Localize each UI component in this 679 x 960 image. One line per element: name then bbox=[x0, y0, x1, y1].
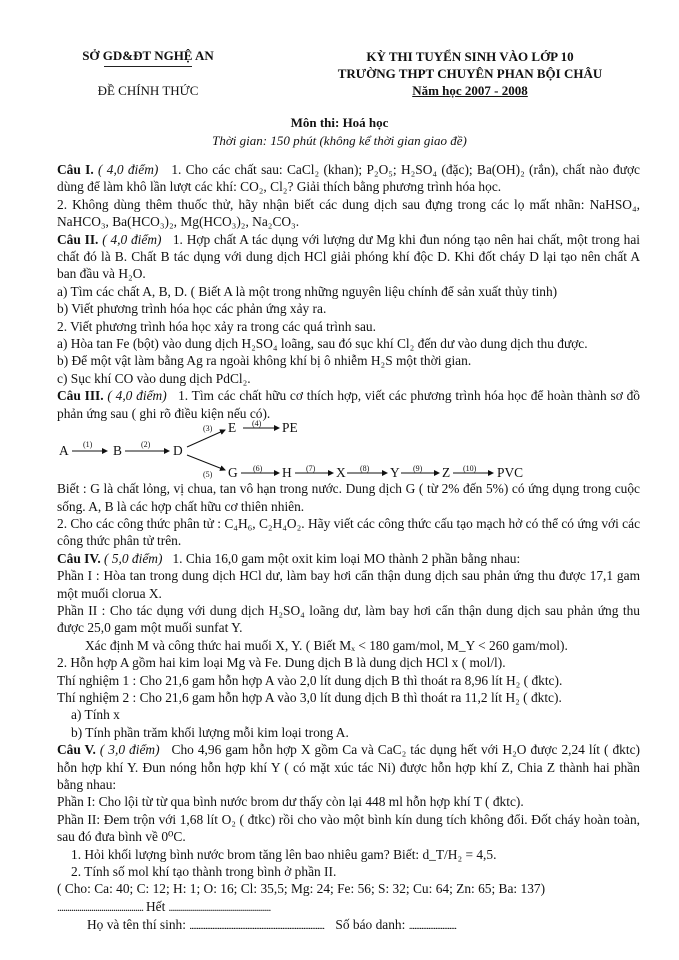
q5-sub1: 1. Hỏi khối lượng bình nước brom tăng lên bao nhiêu gam? Biết: d_T/H₂ = 4,5. bbox=[71, 846, 497, 862]
candidate-name-dots: ............................................................................. bbox=[189, 920, 325, 933]
subject-block bbox=[0, 114, 679, 150]
node-G: G bbox=[228, 465, 238, 481]
step-1: (1) bbox=[83, 440, 93, 450]
end-dots-left: ........................................... bbox=[57, 899, 143, 914]
header-divider bbox=[104, 66, 192, 67]
candidate-name-label: Họ và tên thí sinh: bbox=[87, 917, 186, 933]
step-4: (4) bbox=[252, 419, 262, 429]
q2-2c: c) Sục khí CO vào dung dịch PdCl₂. bbox=[57, 370, 251, 386]
q5-text1: Cho 4,96 gam hỗn hợp X gồm Ca và CaC₂ tác dụng hết với H₂O được 2,24 lít ( đktc) hỗn hợp khí Y. Đun nóng hỗn hợp khí Y ( có mặt xúc tác Ni) được hỗn hợp khí Z, Chia Z thành hai phần bằng nhau: bbox=[57, 742, 640, 792]
step-9: (9) bbox=[413, 464, 423, 474]
q2-part2: 2. Viết phương trình hóa học xảy ra trong các quá trình sau. bbox=[57, 318, 376, 334]
q4-part1 bbox=[57, 550, 640, 567]
node-E: E bbox=[228, 420, 237, 436]
q2-b: b) Viết phương trình hóa học các phản ứng xảy ra. bbox=[57, 301, 327, 317]
q4-portion2: Phần II : Cho tác dụng với dung dịch H₂SO₄ loãng dư, làm bay hơi cẩn thận dung dịch sau phản ứng thu được 25,0 gam một muối sunfat Y. bbox=[57, 602, 640, 636]
q2-label: Câu II. bbox=[57, 231, 99, 247]
q4-text1: 1. Chia 16,0 gam một oxit kim loại MO thành 2 phần bằng nhau: bbox=[172, 550, 521, 566]
node-A: A bbox=[59, 443, 69, 459]
q5-portion2: Phần II: Đem trộn với 1,68 lít O₂ ( đtkc) rồi cho vào một bình kín dung tích không đổi. Đốt cháy hoàn toàn, sau đó đưa bình về 0⁰C. bbox=[57, 811, 640, 845]
q5-portion1: Phần I: Cho lội từ từ qua bình nước brom dư thấy còn lại 448 ml hỗn hợp khí T ( đktc). bbox=[57, 794, 524, 810]
node-X: X bbox=[336, 465, 346, 481]
q2-a: a) Tìm các chất A, B, D. ( Biết A là một trong những nguyên liệu chính để sản xuất thủy tinh) bbox=[57, 283, 558, 299]
q1-label: Câu I. bbox=[57, 162, 94, 177]
q4-exp1: Thí nghiệm 1 : Cho 21,6 gam hỗn hợp A vào 2,0 lít dung dịch B thì thoát ra 8,96 lít H₂ ( đktc). bbox=[57, 672, 563, 688]
node-PVC: PVC bbox=[497, 465, 524, 481]
q4-find: Xác định M và công thức hai muối X, Y. ( Biết Mₓ < 180 gam/mol, M_Y < 260 gam/mol). bbox=[85, 637, 568, 653]
q3-points: ( 4,0 điểm) bbox=[107, 388, 167, 404]
candidate-line bbox=[57, 916, 640, 935]
step-2: (2) bbox=[141, 440, 151, 450]
q3-label: Câu III. bbox=[57, 388, 104, 404]
step-7: (7) bbox=[306, 464, 316, 474]
candidate-number-label: Số báo danh: bbox=[335, 917, 406, 933]
end-line bbox=[57, 898, 640, 916]
department-title: SỞ GD&ĐT NGHỆ AN bbox=[82, 48, 214, 63]
atomic-masses: ( Cho: Ca: 40; C: 12; H: 1; O: 16; Cl: 35,5; Mg: 24; Fe: 56; S: 32; Cu: 64; Zn: 65; Ba: 137) bbox=[57, 881, 546, 897]
q2-text1: 1. Hợp chất A tác dụng với lượng dư Mg khi đun nóng tạo nên hai chất, một trong hai chất đó là B. Chất B tác dụng với dung dịch HCl giải phóng khí độc D. Khi đốt cháy D lại tạo nên chất A ban đầu và H₂O. bbox=[57, 231, 640, 282]
exam-body bbox=[57, 161, 640, 936]
q3-part2: 2. Cho các công thức phân tử : C₄H₆, C₂H₄O₂. Hãy viết các công thức cấu tạo mạch hở có thể có ứng với các công thức phân tử trên. bbox=[57, 515, 641, 549]
node-PE: PE bbox=[282, 420, 298, 436]
q3-text1: 1. Tìm các chất hữu cơ thích hợp, viết các phương trình hóa học để hoàn thành sơ đồ phản ứng sau ( ghi rõ điều kiện nếu có). bbox=[57, 388, 640, 421]
step-8: (8) bbox=[360, 464, 370, 474]
q1-part2: 2. Không dùng thêm thuốc thử, hãy nhận biết các dung dịch sau đựng trong các lọ mất nhãn: NaHSO₄, NaHCO₃, Ba(HCO₃)₂, Mg(HCO₃)₂, Na₂CO₃. bbox=[57, 196, 640, 230]
header-left bbox=[58, 48, 238, 99]
q2-points: ( 4,0 điểm) bbox=[102, 231, 162, 247]
school-name: TRƯỜNG THPT CHUYÊN PHAN BỘI CHÂU bbox=[337, 66, 603, 81]
node-H: H bbox=[282, 465, 292, 481]
q3-note: Biết : G là chất lỏng, vị chua, tan vô hạn trong nước. Dung dịch G ( từ 2% đến 5%) có ứng dụng trong cuộc sống. A, B là các hợp chất hữu cơ thiên nhiên. bbox=[57, 481, 640, 514]
q2-2a: a) Hòa tan Fe (bột) vào dung dịch H₂SO₄ loãng, sau đó sục khí Cl₂ đến dư vào dung dịch thu được. bbox=[57, 336, 588, 352]
reaction-scheme bbox=[57, 419, 640, 481]
school-year: Năm học 2007 - 2008 bbox=[412, 83, 528, 98]
q4-a: a) Tính x bbox=[71, 707, 120, 723]
exam-title: KỲ THI TUYỂN SINH VÀO LỚP 10 bbox=[366, 49, 574, 64]
step-3: (3) bbox=[203, 424, 213, 434]
q5-label: Câu V. bbox=[57, 742, 96, 758]
header-right bbox=[300, 48, 640, 99]
q5-sub2: 2. Tính số mol khí tạo thành trong bình ở phần II. bbox=[71, 864, 337, 880]
candidate-number-dots: ........................... bbox=[408, 920, 456, 933]
node-B: B bbox=[113, 443, 122, 459]
step-5: (5) bbox=[203, 470, 213, 480]
q4-exp2: Thí nghiệm 2 : Cho 21,6 gam hỗn hợp A vào 3,0 lít dung dịch B thì thoát ra 11,2 lít H₂ ( đktc). bbox=[57, 689, 562, 705]
q3-part1 bbox=[57, 387, 640, 422]
q2-part1 bbox=[57, 231, 640, 283]
node-Y: Y bbox=[390, 465, 400, 481]
q5-points: ( 3,0 điểm) bbox=[99, 742, 160, 758]
end-marker: Hết bbox=[146, 898, 166, 914]
q4-label: Câu IV. bbox=[57, 550, 101, 566]
q4-b: b) Tính phần trăm khối lượng mỗi kim loại trong A. bbox=[71, 724, 349, 740]
q4-portion1: Phần I : Hòa tan trong dung dịch HCl dư, làm bay hơi cẩn thận dung dịch sau phản ứng thu được 17,1 gam một muối clorua X. bbox=[57, 568, 640, 601]
q4-points: ( 5,0 điểm) bbox=[104, 550, 163, 566]
q5-part1 bbox=[57, 741, 640, 793]
official-label: ĐỀ CHÍNH THỨC bbox=[97, 83, 199, 98]
q4-part2: 2. Hỗn hợp A gồm hai kim loại Mg và Fe. Dung dịch B là dung dịch HCl x ( mol/l). bbox=[57, 655, 506, 671]
node-Z: Z bbox=[442, 465, 451, 481]
subject-title: Môn thi: Hoá học bbox=[290, 115, 389, 130]
step-6: (6) bbox=[253, 464, 263, 474]
q2-2b: b) Để một vật làm bằng Ag ra ngoài không khí bị ô nhiễm H₂S một thời gian. bbox=[57, 353, 472, 369]
exam-duration: Thời gian: 150 phút (không kể thời gian giao đề) bbox=[212, 133, 467, 148]
node-D: D bbox=[173, 443, 183, 459]
end-dots-right: ................................................... bbox=[168, 899, 271, 914]
q1-part1 bbox=[57, 161, 640, 196]
q1-text1: 1. Cho các chất sau: CaCl₂ (khan); P₂O₅; H₂SO₄ (đặc); Ba(OH)₂ (rắn), chất nào được dùng để làm khô lần lượt các khí: CO₂, Cl₂? Giải thích bằng phương trình hóa học. bbox=[57, 162, 640, 195]
step-10: (10) bbox=[463, 464, 477, 474]
q1-points: ( 4,0 điểm) bbox=[98, 162, 159, 177]
